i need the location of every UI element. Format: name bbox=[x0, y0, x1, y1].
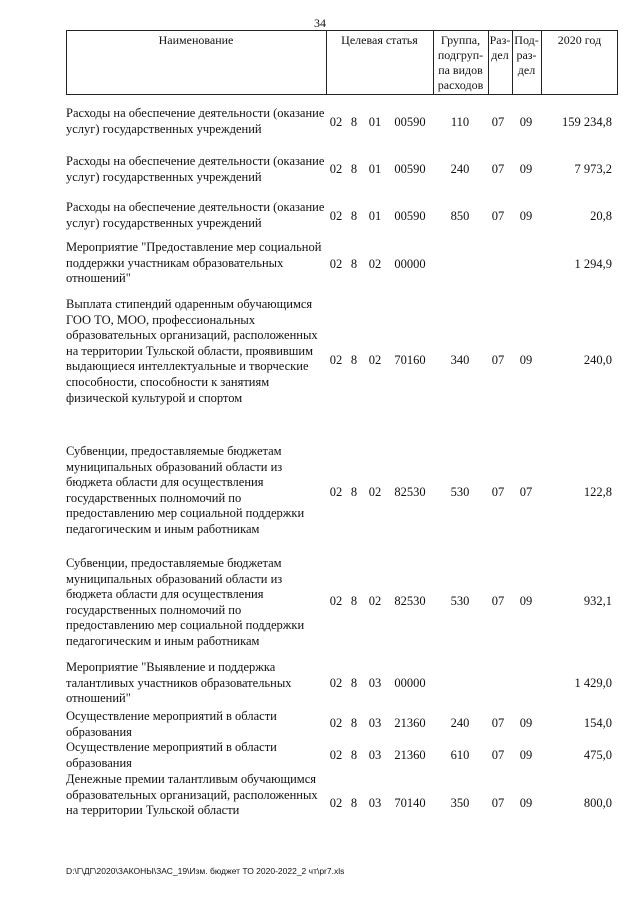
subsection: 09 bbox=[519, 162, 533, 176]
amount: 800,0 bbox=[583, 796, 612, 810]
amount: 7 973,2 bbox=[574, 162, 612, 176]
header-line: расходов bbox=[437, 78, 484, 92]
target-code-direction: 21360 bbox=[394, 748, 426, 762]
subsection: 09 bbox=[519, 796, 533, 810]
target-code-event: 02 bbox=[368, 257, 382, 271]
target-code-program: 02 bbox=[329, 796, 343, 810]
expense-group: 610 bbox=[450, 748, 470, 762]
header-line: подгруп- bbox=[437, 48, 484, 62]
amount: 154,0 bbox=[583, 716, 612, 730]
expense-group: 240 bbox=[450, 716, 470, 730]
header-name: Наименование bbox=[158, 33, 234, 47]
amount: 1 294,9 bbox=[574, 257, 612, 271]
section: 07 bbox=[491, 353, 505, 367]
amount: 932,1 bbox=[583, 594, 612, 608]
target-code-type: 8 bbox=[350, 594, 358, 608]
target-code-event: 01 bbox=[368, 115, 382, 129]
row-name: Денежные премии талантливым обучающимся образовательных организаций, расположенных на территории Тульской области bbox=[66, 772, 318, 818]
section: 07 bbox=[491, 162, 505, 176]
target-code-direction: 00590 bbox=[394, 115, 426, 129]
section: 07 bbox=[491, 115, 505, 129]
expense-group: 530 bbox=[450, 485, 470, 499]
target-code-type: 8 bbox=[350, 162, 358, 176]
header-section bbox=[488, 33, 512, 63]
amount: 240,0 bbox=[583, 353, 612, 367]
target-code-direction: 82530 bbox=[394, 594, 426, 608]
row-name: Расходы на обеспечение деятельности (оказание услуг) государственных учреждений bbox=[66, 106, 325, 136]
section: 07 bbox=[491, 796, 505, 810]
expense-group: 110 bbox=[450, 115, 470, 129]
target-code-direction: 70140 bbox=[394, 796, 426, 810]
expense-group: 240 bbox=[450, 162, 470, 176]
row-name: Выплата стипендий одаренным обучающимся ГОО ТО, МОО, профессиональных образовательных организаций, расположенных на территории Тульской области, проявившим выдающиеся интеллектуальные и творческие способности, способности к занятиям физической культурой и спортом bbox=[66, 297, 318, 405]
target-code-program: 02 bbox=[329, 115, 343, 129]
section: 07 bbox=[491, 748, 505, 762]
target-code-program: 02 bbox=[329, 485, 343, 499]
header-line: дел bbox=[517, 63, 536, 77]
target-code-type: 8 bbox=[350, 257, 358, 271]
target-code-type: 8 bbox=[350, 209, 358, 223]
target-code-type: 8 bbox=[350, 676, 358, 690]
target-code-event: 03 bbox=[368, 676, 382, 690]
row-name: Осуществление мероприятий в области образования bbox=[66, 740, 277, 770]
header-line: Раз- bbox=[489, 33, 511, 47]
target-code-event: 03 bbox=[368, 796, 382, 810]
section: 07 bbox=[491, 716, 505, 730]
row-name: Субвенции, предоставляемые бюджетам муниципальных образований области из бюджета области для осуществления государственных полномочий по предоставлению мер социальной поддержки педагогическим и иным работникам bbox=[66, 444, 305, 536]
target-code-program: 02 bbox=[329, 716, 343, 730]
header-line: дел bbox=[491, 48, 509, 62]
target-code-type: 8 bbox=[350, 796, 358, 810]
header-subsection bbox=[512, 33, 541, 78]
target-code-program: 02 bbox=[329, 209, 343, 223]
target-code-direction: 82530 bbox=[394, 485, 426, 499]
row-name: Субвенции, предоставляемые бюджетам муниципальных образований области из бюджета области для осуществления государственных полномочий по предоставлению мер социальной поддержки педагогическим и иным работникам bbox=[66, 556, 305, 648]
subsection: 09 bbox=[519, 115, 533, 129]
expense-group: 530 bbox=[450, 594, 470, 608]
target-code-event: 02 bbox=[368, 485, 382, 499]
header-line: па видов bbox=[438, 63, 483, 77]
subsection: 07 bbox=[519, 485, 533, 499]
amount: 1 429,0 bbox=[574, 676, 612, 690]
target-code-type: 8 bbox=[350, 748, 358, 762]
target-code-event: 02 bbox=[368, 594, 382, 608]
expense-group: 350 bbox=[450, 796, 470, 810]
row-name: Расходы на обеспечение деятельности (оказание услуг) государственных учреждений bbox=[66, 200, 325, 230]
section: 07 bbox=[491, 485, 505, 499]
header-target-article: Целевая статья bbox=[341, 33, 418, 47]
expense-group: 850 bbox=[450, 209, 470, 223]
header-year: 2020 год bbox=[557, 33, 602, 47]
section: 07 bbox=[491, 594, 505, 608]
target-code-event: 03 bbox=[368, 748, 382, 762]
target-code-program: 02 bbox=[329, 353, 343, 367]
target-code-type: 8 bbox=[350, 485, 358, 499]
target-code-type: 8 bbox=[350, 353, 358, 367]
target-code-event: 02 bbox=[368, 353, 382, 367]
target-code-program: 02 bbox=[329, 594, 343, 608]
subsection: 09 bbox=[519, 353, 533, 367]
section: 07 bbox=[491, 209, 505, 223]
target-code-type: 8 bbox=[350, 115, 358, 129]
header-line: Под- bbox=[514, 33, 539, 47]
target-code-program: 02 bbox=[329, 162, 343, 176]
subsection: 09 bbox=[519, 209, 533, 223]
amount: 122,8 bbox=[583, 485, 612, 499]
target-code-direction: 21360 bbox=[394, 716, 426, 730]
header-line: Группа, bbox=[440, 33, 481, 47]
target-code-direction: 00590 bbox=[394, 209, 426, 223]
amount: 475,0 bbox=[583, 748, 612, 762]
row-name: Мероприятие "Предоставление мер социальной поддержки участникам образовательных отношений" bbox=[66, 240, 322, 286]
expense-group: 340 bbox=[450, 353, 470, 367]
target-code-direction: 70160 bbox=[394, 353, 426, 367]
file-path-footer: D:\Г\ДГ\2020\ЗАКОНЫ\ЗАС_19\Изм. бюджет ТО 2020-2022_2 чт\pr7.xls bbox=[66, 866, 345, 876]
target-code-direction: 00590 bbox=[394, 162, 426, 176]
subsection: 09 bbox=[519, 716, 533, 730]
row-name: Расходы на обеспечение деятельности (оказание услуг) государственных учреждений bbox=[66, 154, 325, 184]
subsection: 09 bbox=[519, 748, 533, 762]
target-code-program: 02 bbox=[329, 257, 343, 271]
header-expense-group bbox=[433, 33, 488, 93]
target-code-type: 8 bbox=[350, 716, 358, 730]
target-code-program: 02 bbox=[329, 676, 343, 690]
page-number: 34 bbox=[314, 16, 326, 30]
amount: 20,8 bbox=[590, 209, 612, 223]
amount: 159 234,8 bbox=[562, 115, 612, 129]
subsection: 09 bbox=[519, 594, 533, 608]
target-code-program: 02 bbox=[329, 748, 343, 762]
target-code-direction: 00000 bbox=[394, 676, 426, 690]
row-name: Осуществление мероприятий в области образования bbox=[66, 709, 277, 739]
target-code-event: 01 bbox=[368, 209, 382, 223]
header-line: раз- bbox=[516, 48, 537, 62]
row-name: Мероприятие "Выявление и поддержка талантливых участников образовательных отношений" bbox=[66, 660, 292, 706]
target-code-direction: 00000 bbox=[394, 257, 426, 271]
target-code-event: 03 bbox=[368, 716, 382, 730]
target-code-event: 01 bbox=[368, 162, 382, 176]
